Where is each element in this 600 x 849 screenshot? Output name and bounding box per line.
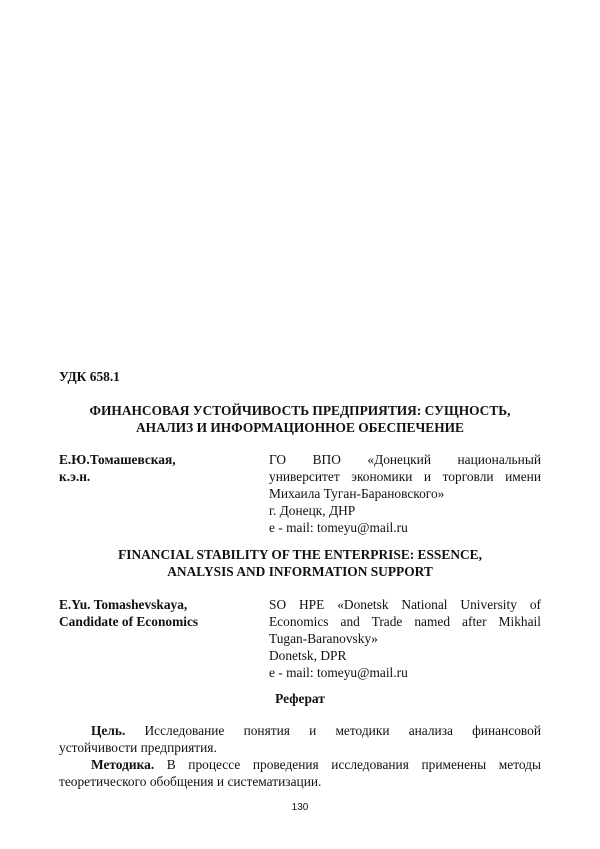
affiliation-en-email: e - mail: tomeyu@mail.ru bbox=[269, 665, 408, 680]
affiliation-ru-line-1: ГО ВПО «Донецкий национальный bbox=[269, 452, 541, 467]
abstract-goal-line-1 bbox=[59, 722, 541, 739]
affiliation-ru-email: e - mail: tomeyu@mail.ru bbox=[269, 520, 408, 535]
affiliation-en-line-1: SO HPE «Donetsk National University of bbox=[269, 597, 541, 612]
abstract-goal-line-2: устойчивости предприятия. bbox=[59, 740, 217, 755]
abstract-method bbox=[59, 756, 541, 790]
affiliation-ru bbox=[269, 451, 541, 536]
abstract-goal bbox=[59, 722, 541, 756]
affiliation-ru-line-2: университет экономики и торговли имени bbox=[269, 469, 541, 484]
author-en bbox=[59, 596, 198, 630]
author-en-degree: Candidate of Economics bbox=[59, 614, 199, 629]
title-ru-line-1: ФИНАНСОВАЯ УСТОЙЧИВОСТЬ ПРЕДПРИЯТИЯ: СУЩНОСТЬ, bbox=[89, 403, 511, 418]
title-ru bbox=[59, 402, 541, 436]
affiliation-en-city: Donetsk, DPR bbox=[269, 648, 347, 663]
affiliation-ru-line-3: Михаила Туган-Барановского» bbox=[269, 486, 445, 501]
method-label: Методика. bbox=[91, 757, 155, 772]
abstract-method-line-2: теоретического обобщения и систематизации. bbox=[59, 774, 322, 789]
abstract-method-line-1 bbox=[59, 756, 541, 773]
author-ru bbox=[59, 451, 176, 485]
author-en-name: E.Yu. Tomashevskaya, bbox=[59, 597, 188, 612]
affiliation-en-line-2: Economics and Trade named after Mikhail bbox=[269, 614, 541, 629]
title-en-line-1: FINANCIAL STABILITY OF THE ENTERPRISE: ESSENCE, bbox=[118, 547, 482, 562]
abstract-heading: Реферат bbox=[275, 691, 325, 706]
title-ru-line-2: АНАЛИЗ И ИНФОРМАЦИОННОЕ ОБЕСПЕЧЕНИЕ bbox=[136, 420, 464, 435]
title-en-line-2: ANALYSIS AND INFORMATION SUPPORT bbox=[167, 564, 433, 579]
page-number: 130 bbox=[291, 802, 309, 813]
goal-text-1: Исследование понятия и методики анализа финансовой bbox=[144, 723, 541, 738]
goal-label: Цель. bbox=[91, 723, 126, 738]
author-ru-degree: к.э.н. bbox=[59, 469, 91, 484]
affiliation-en-line-3: Tugan-Baranovsky» bbox=[269, 631, 378, 646]
affiliation-en bbox=[269, 596, 541, 681]
method-text-1: В процессе проведения исследования применены методы bbox=[166, 757, 541, 772]
title-en bbox=[59, 546, 541, 580]
udk-code: УДК 658.1 bbox=[59, 369, 120, 384]
affiliation-ru-city: г. Донецк, ДНР bbox=[269, 503, 356, 518]
author-ru-name: Е.Ю.Томашевская, bbox=[59, 452, 176, 467]
